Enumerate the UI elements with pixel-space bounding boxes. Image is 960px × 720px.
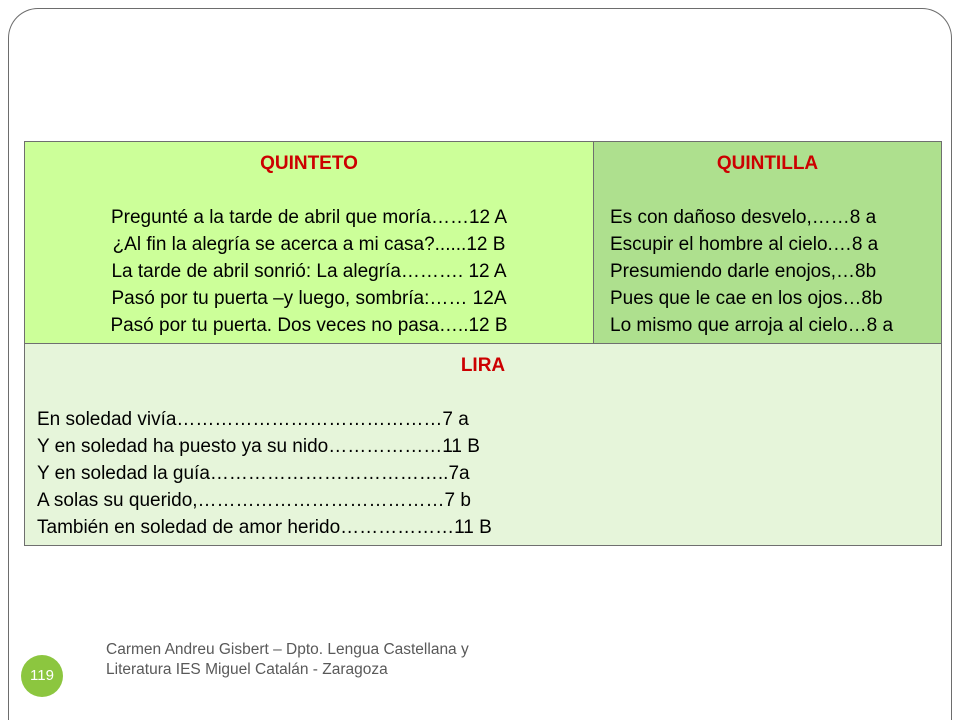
lira-cell <box>25 344 942 546</box>
quinteto-verse-3: La tarde de abril sonrió: La alegría………. 12 A <box>111 261 507 282</box>
quintilla-title: QUINTILLA <box>716 153 819 174</box>
lira-title: LIRA <box>460 355 506 376</box>
quinteto-cell <box>25 142 594 344</box>
page-number-badge: 119 <box>21 655 63 697</box>
quintilla-verse-1: Es con dañoso desvelo,……8 a <box>610 207 877 228</box>
quinteto-verse-2: ¿Al fin la alegría se acerca a mi casa?......12 B <box>112 234 506 255</box>
table-row <box>25 344 942 546</box>
quinteto-verse-5: Pasó por tu puerta. Dos veces no pasa…..12 B <box>110 315 508 336</box>
lira-verse-3: Y en soledad la guía………………………………..7a <box>37 463 470 484</box>
table-row <box>25 142 942 344</box>
quinteto-title: QUINTETO <box>260 153 358 174</box>
footer-credit: Carmen Andreu Gisbert – Dpto. Lengua Castellana y Literatura IES Miguel Catalán - Zaragoza <box>106 641 469 678</box>
lira-verse-4: A solas su querido,…………………………………7 b <box>37 490 471 511</box>
quintilla-verse-5: Lo mismo que arroja al cielo…8 a <box>610 315 894 336</box>
quintilla-verse-3: Presumiendo darle enojos,…8b <box>610 261 877 282</box>
quinteto-verse-1: Pregunté a la tarde de abril que moría……12 A <box>110 207 508 228</box>
quintilla-verse-2: Escupir el hombre al cielo.…8 a <box>610 234 879 255</box>
poem-table <box>24 141 942 546</box>
lira-verse-2: Y en soledad ha puesto ya su nido………………11 B <box>37 436 480 457</box>
lira-verse-1: En soledad vivía……………………………………7 a <box>37 409 469 430</box>
lira-verse-5: También en soledad de amor herido………………11 B <box>37 517 492 538</box>
quinteto-verse-4: Pasó por tu puerta –y luego, sombría:…… 12A <box>111 288 507 309</box>
quintilla-verse-4: Pues que le cae en los ojos…8b <box>610 288 883 309</box>
quintilla-cell <box>594 142 942 344</box>
